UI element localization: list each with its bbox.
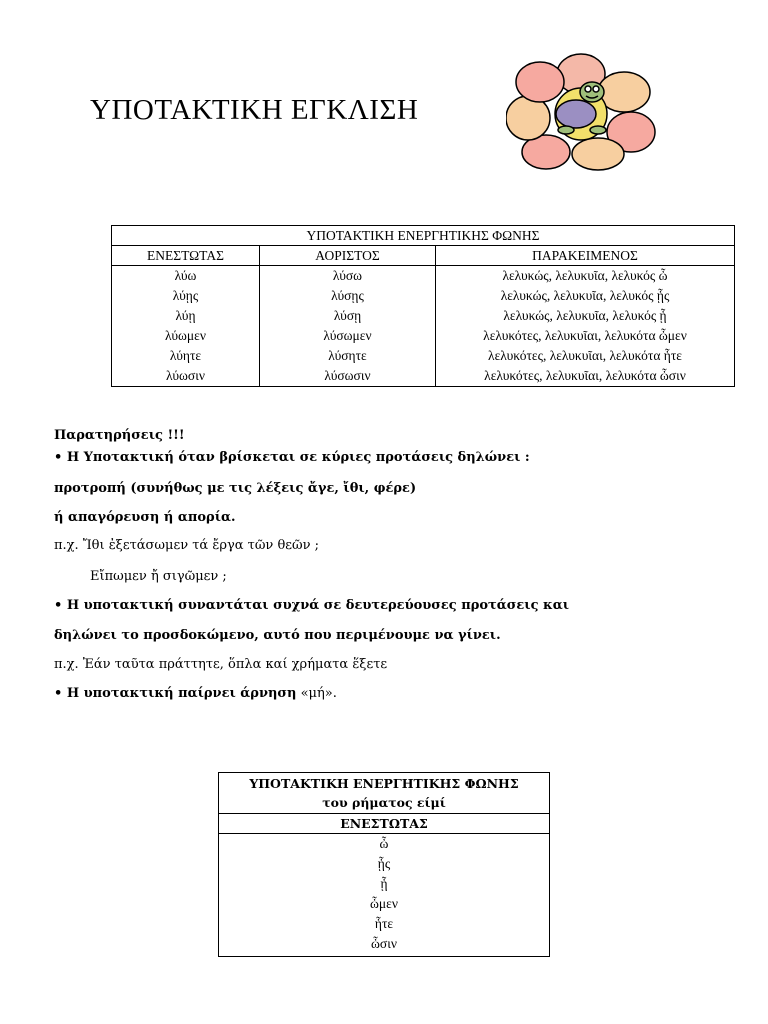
form: λύω (174, 268, 197, 283)
note-line: • Η Υποτακτική όταν βρίσκεται σε κύριες προτάσεις δηλώνει : (54, 450, 530, 465)
present-forms-cell (112, 266, 260, 387)
column-header-aorist: ΑΟΡΙΣΤΟΣ (260, 246, 436, 266)
form: λύητε (169, 348, 202, 363)
flower-with-cartoon-frog-icon (506, 52, 656, 172)
form: λελυκότες, λελυκυῖαι, λελυκότα ὦσιν (484, 368, 686, 383)
table-caption: ΥΠΟΤΑΚΤΙΚΗ ΕΝΕΡΓΗΤΙΚΗΣ ΦΩΝΗΣ (112, 226, 735, 246)
example-line: π.χ. Ἐάν ταῦτα πράττητε, ὅπλα καί χρήματα ἕξετε (54, 657, 388, 672)
form: λύῃ (175, 308, 196, 323)
form: λύῃς (172, 288, 199, 303)
form: λύωσιν (166, 368, 205, 383)
aorist-forms-cell (260, 266, 436, 387)
example-line: Εἴπωμεν ἤ σιγῶμεν ; (90, 569, 227, 584)
note-bold-part: • Η υποτακτική παίρνει άρνηση (54, 686, 297, 701)
eimi-forms-cell (219, 834, 550, 957)
perfect-forms-cell (436, 266, 735, 387)
form: λελυκότες, λελυκυῖαι, λελυκότα ἦτε (488, 348, 682, 363)
caption-line: του ρήματος είμί (322, 795, 446, 810)
subjunctive-active-table (111, 225, 735, 387)
form: λελυκώς, λελυκυῖα, λελυκός ᾖ (503, 308, 667, 323)
caption-line: ΥΠΟΤΑΚΤΙΚΗ ΕΝΕΡΓΗΤΙΚΗΣ ΦΩΝΗΣ (249, 776, 519, 791)
form: ὦμεν (370, 896, 398, 911)
form: λελυκότες, λελυκυῖαι, λελυκότα ὦμεν (483, 328, 687, 343)
note-line: δηλώνει το προσδοκώμενο, αυτό που περιμένουμε να γίνει. (54, 628, 501, 643)
form: ᾖ (380, 876, 388, 891)
note-line: • Η υποτακτική συναντάται συχνά σε δευτερεύουσες προτάσεις και (54, 598, 570, 613)
verb-eimi-table (218, 772, 550, 957)
form: λελυκώς, λελυκυῖα, λελυκός ὦ (502, 268, 668, 283)
form: λύσωσιν (324, 368, 371, 383)
column-header-present: ΕΝΕΣΤΩΤΑΣ (112, 246, 260, 266)
note-line: ή απαγόρευση ή απορία. (54, 510, 236, 525)
form: λύσητε (328, 348, 367, 363)
column-header-present: ΕΝΕΣΤΩΤΑΣ (219, 814, 550, 834)
column-header-perfect: ΠΑΡΑΚΕΙΜΕΝΟΣ (436, 246, 735, 266)
page-title: ΥΠΟΤΑΚΤΙΚΗ ΕΓΚΛΙΣΗ (90, 94, 419, 126)
form: ἦτε (374, 916, 394, 931)
form: ὦσιν (371, 936, 397, 951)
table-caption (219, 773, 550, 814)
form: ὦ (379, 836, 389, 851)
note-rest-part: «μή». (296, 686, 337, 701)
form: λελυκώς, λελυκυῖα, λελυκός ᾖς (500, 288, 670, 303)
example-line: π.χ. Ἴθι ἐξετάσωμεν τά ἔργα τῶν θεῶν ; (54, 538, 320, 553)
notes-heading: Παρατηρήσεις !!! (54, 428, 185, 443)
form: ᾖς (377, 856, 391, 871)
form: λύσωμεν (323, 328, 372, 343)
note-line: προτροπή (συνήθως με τις λέξεις ἄγε, ἴθι, φέρε) (54, 481, 417, 496)
note-line (54, 686, 337, 701)
form: λύσω (332, 268, 363, 283)
form: λύσῃ (333, 308, 362, 323)
form: λύωμεν (165, 328, 206, 343)
form: λύσῃς (331, 288, 364, 303)
